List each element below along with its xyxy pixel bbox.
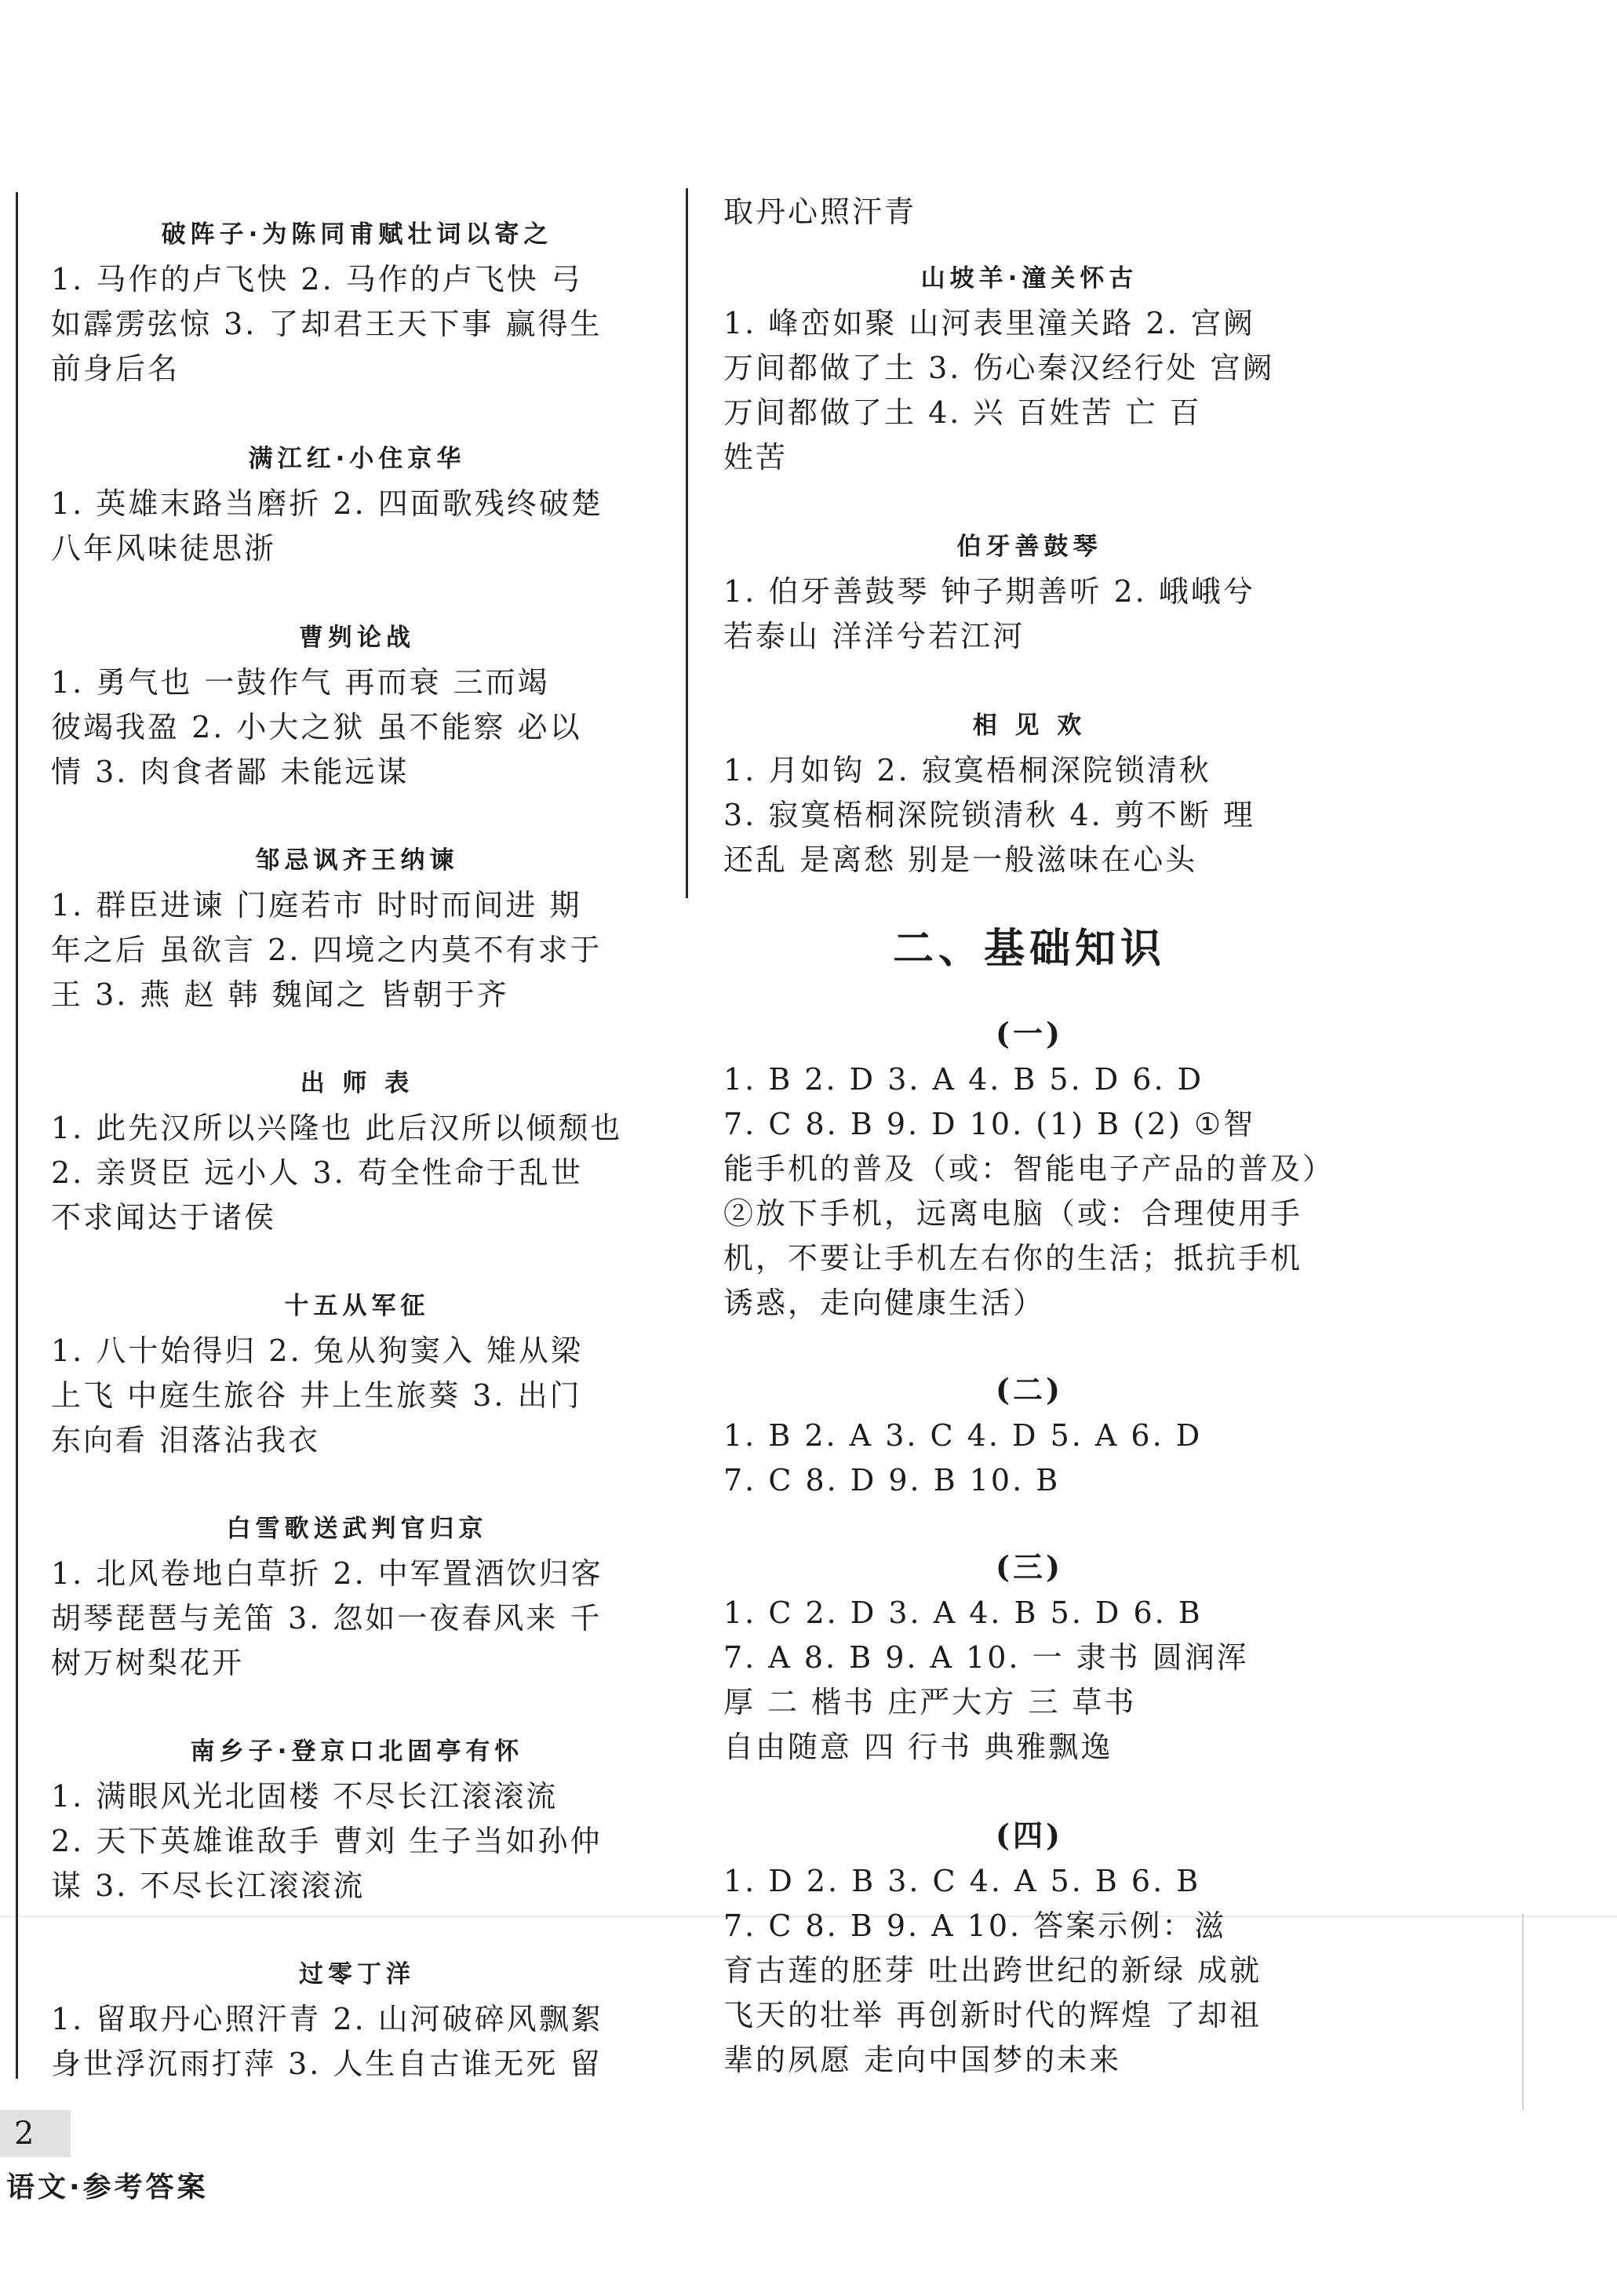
answer-line: 1. 峰峦如聚 山河表里潼关路 2. 宫阙 (723, 306, 1255, 340)
poem-nan-xiang-zi (51, 1729, 663, 1908)
exercise-1 (723, 1010, 1335, 1326)
answer-line: 1. 勇气也 一鼓作气 再而衰 三而竭 (51, 665, 550, 700)
poem-title: 十五从军征 (284, 1292, 430, 1320)
answer-line: 彼竭我盈 2. 小大之狱 虽不能察 必以 (51, 710, 582, 744)
answer-line: 7. C 8. B 9. A 10. 答案示例：滋 (723, 1908, 1227, 1943)
answer-line: 1. 英雄末路当磨折 2. 四面歌残终破楚 (51, 486, 603, 521)
poem-title: 山坡羊·潼关怀古 (920, 264, 1138, 293)
answer-line: 1. 伯牙善鼓琴 钟子期善听 2. 峨峨兮 (723, 574, 1255, 609)
answer-line: 谋 3. 不尽长江滚滚流 (51, 1868, 366, 1903)
answer-line: 万间都做了土 4. 兴 百姓苦 亡 百 (723, 395, 1202, 430)
answer-line: 年之后 虽欲言 2. 四境之内莫不有求于 (51, 933, 603, 967)
poem-title: 伯牙善鼓琴 (956, 533, 1102, 561)
answer-line: 自由随意 四 行书 典雅飘逸 (723, 1730, 1113, 1764)
answer-line: 八年风味徒思浙 (51, 531, 277, 566)
answer-line: 王 3. 燕 赵 韩 魏闻之 皆朝于齐 (51, 977, 509, 1012)
poem-title: 白雪歌送武判官归京 (226, 1515, 488, 1543)
answer-line: 辈的夙愿 走向中国梦的未来 (723, 2043, 1122, 2077)
poem-guo-ling-ding-yang (51, 1952, 663, 2087)
poem-title: 满江红·小住京华 (248, 445, 466, 473)
column-divider (686, 188, 688, 898)
section-title: 二、基础知识 (892, 926, 1166, 973)
answer-line: ②放下手机，远离电脑（或：合理使用手 (723, 1196, 1303, 1231)
answer-line: 1. 北风卷地白草折 2. 中军置酒饮归客 (51, 1556, 603, 1591)
answer-line: 厚 二 楷书 庄严大方 三 草书 (723, 1685, 1137, 1719)
text-cao-gui-lun-zhan (51, 615, 663, 795)
answer-line: 育古莲的胚芽 吐出跨世纪的新绿 成就 (723, 1953, 1262, 1988)
answer-line: 1. 月如钩 2. 寂寞梧桐深院锁清秋 (723, 753, 1211, 788)
answer-line: 飞天的壮举 再创新时代的辉煌 了却祖 (723, 1998, 1262, 2032)
answer-line: 机，不要让手机左右你的生活；抵抗手机 (723, 1241, 1303, 1275)
poem-shi-wu-cong-jun-zheng (51, 1283, 663, 1463)
poem-title: 过零丁洋 (299, 1960, 415, 1989)
answer-line: 7. A 8. B 9. A 10. 一 隶书 圆润浑 (723, 1640, 1249, 1675)
answer-line: 胡琴琵琶与羌笛 3. 忽如一夜春风来 千 (51, 1601, 603, 1636)
exercise-3 (723, 1544, 1335, 1770)
footer-label: 语文·参考答案 (6, 2171, 209, 2203)
poem-po-zhen-zi (51, 212, 663, 391)
answer-line: 上飞 中庭生旅谷 井上生旅葵 3. 出门 (51, 1378, 582, 1413)
section-heading-block (723, 918, 1335, 981)
answer-line: 2. 天下英雄谁敌手 曹刘 生子当如孙仲 (51, 1824, 603, 1858)
answer-line: 前身后名 (51, 351, 180, 386)
exercise-label: (三) (996, 1549, 1063, 1585)
answer-line: 不求闻达于诸侯 (51, 1200, 277, 1235)
poem-xiang-jian-huan (723, 703, 1335, 882)
page-number: 2 (0, 2110, 71, 2157)
exercise-label: (二) (996, 1372, 1063, 1407)
answer-line: 诱惑，走向健康生活） (723, 1286, 1046, 1320)
poem-title: 破阵子·为陈同甫赋壮词以寄之 (161, 220, 553, 249)
answer-line: 姓苦 (723, 440, 788, 475)
continuation-line: 取丹心照汗青 (723, 195, 917, 229)
text-chu-shi-biao (51, 1061, 663, 1240)
answer-line: 1. D 2. B 3. C 4. A 5. B 6. B (723, 1864, 1201, 1898)
answer-line: 2. 亲贤臣 远小人 3. 苟全性命于乱世 (51, 1155, 583, 1190)
answer-line: 1. B 2. D 3. A 4. B 5. D 6. D (723, 1062, 1204, 1097)
poem-title: 出 师 表 (300, 1069, 414, 1097)
answer-line: 1. 满眼风光北固楼 不尽长江滚滚流 (51, 1779, 559, 1814)
poem-bai-xue-ge (51, 1506, 663, 1686)
poem-shan-po-yang (723, 256, 1335, 480)
exercise-label: (四) (996, 1818, 1063, 1853)
answer-line: 还乱 是离愁 别是一般滋味在心头 (723, 842, 1198, 877)
poem-man-jiang-hong (51, 436, 663, 571)
answer-line: 1. 此先汉所以兴隆也 此后汉所以倾颓也 (51, 1111, 623, 1145)
answer-line: 7. C 8. D 9. B 10. B (723, 1463, 1061, 1497)
answer-line: 1. 八十始得归 2. 兔从狗窦入 雉从梁 (51, 1334, 583, 1368)
answer-line: 身世浮沉雨打萍 3. 人生自古谁无死 留 (51, 2047, 603, 2081)
poem-title: 曹刿论战 (299, 624, 415, 652)
answer-line: 如霹雳弦惊 3. 了却君王天下事 赢得生 (51, 307, 603, 341)
answer-line: 若泰山 洋洋兮若江河 (723, 619, 1025, 653)
answer-line: 3. 寂寞梧桐深院锁清秋 4. 剪不断 理 (723, 798, 1255, 832)
left-margin-rule (16, 192, 18, 2079)
poem-title: 相 见 欢 (972, 711, 1087, 740)
answer-line: 1. 马作的卢飞快 2. 马作的卢飞快 弓 (51, 262, 583, 297)
exercise-4 (723, 1812, 1335, 2083)
answer-line: 7. C 8. B 9. D 10. (1) B (2) ①智 (723, 1107, 1256, 1141)
answer-line: 情 3. 肉食者鄙 未能远谋 (51, 755, 410, 789)
continuation-line-block (723, 190, 1335, 235)
text-bo-ya (723, 524, 1335, 659)
answer-line: 东向看 泪落沾我衣 (51, 1423, 321, 1457)
answer-line: 1. 群臣进谏 门庭若市 时时而间进 期 (51, 888, 582, 922)
exercise-label: (一) (996, 1016, 1063, 1051)
right-fold-rule (1522, 1914, 1524, 2110)
answer-line: 1. B 2. A 3. C 4. D 5. A 6. D (723, 1418, 1203, 1453)
poem-title: 邹忌讽齐王纳谏 (255, 846, 459, 875)
answer-line: 1. C 2. D 3. A 4. B 5. D 6. B (723, 1596, 1203, 1630)
answer-line: 树万树梨花开 (51, 1646, 245, 1680)
answer-line: 1. 留取丹心照汗青 2. 山河破碎风飘絮 (51, 2002, 603, 2036)
exercise-2 (723, 1366, 1335, 1503)
answer-line: 能手机的普及（或：智能电子产品的普及） (723, 1152, 1335, 1186)
poem-title: 南乡子·登京口北固亭有怀 (190, 1737, 524, 1766)
answer-line: 万间都做了土 3. 伤心秦汉经行处 宫阙 (723, 351, 1275, 385)
text-zou-ji (51, 838, 663, 1017)
